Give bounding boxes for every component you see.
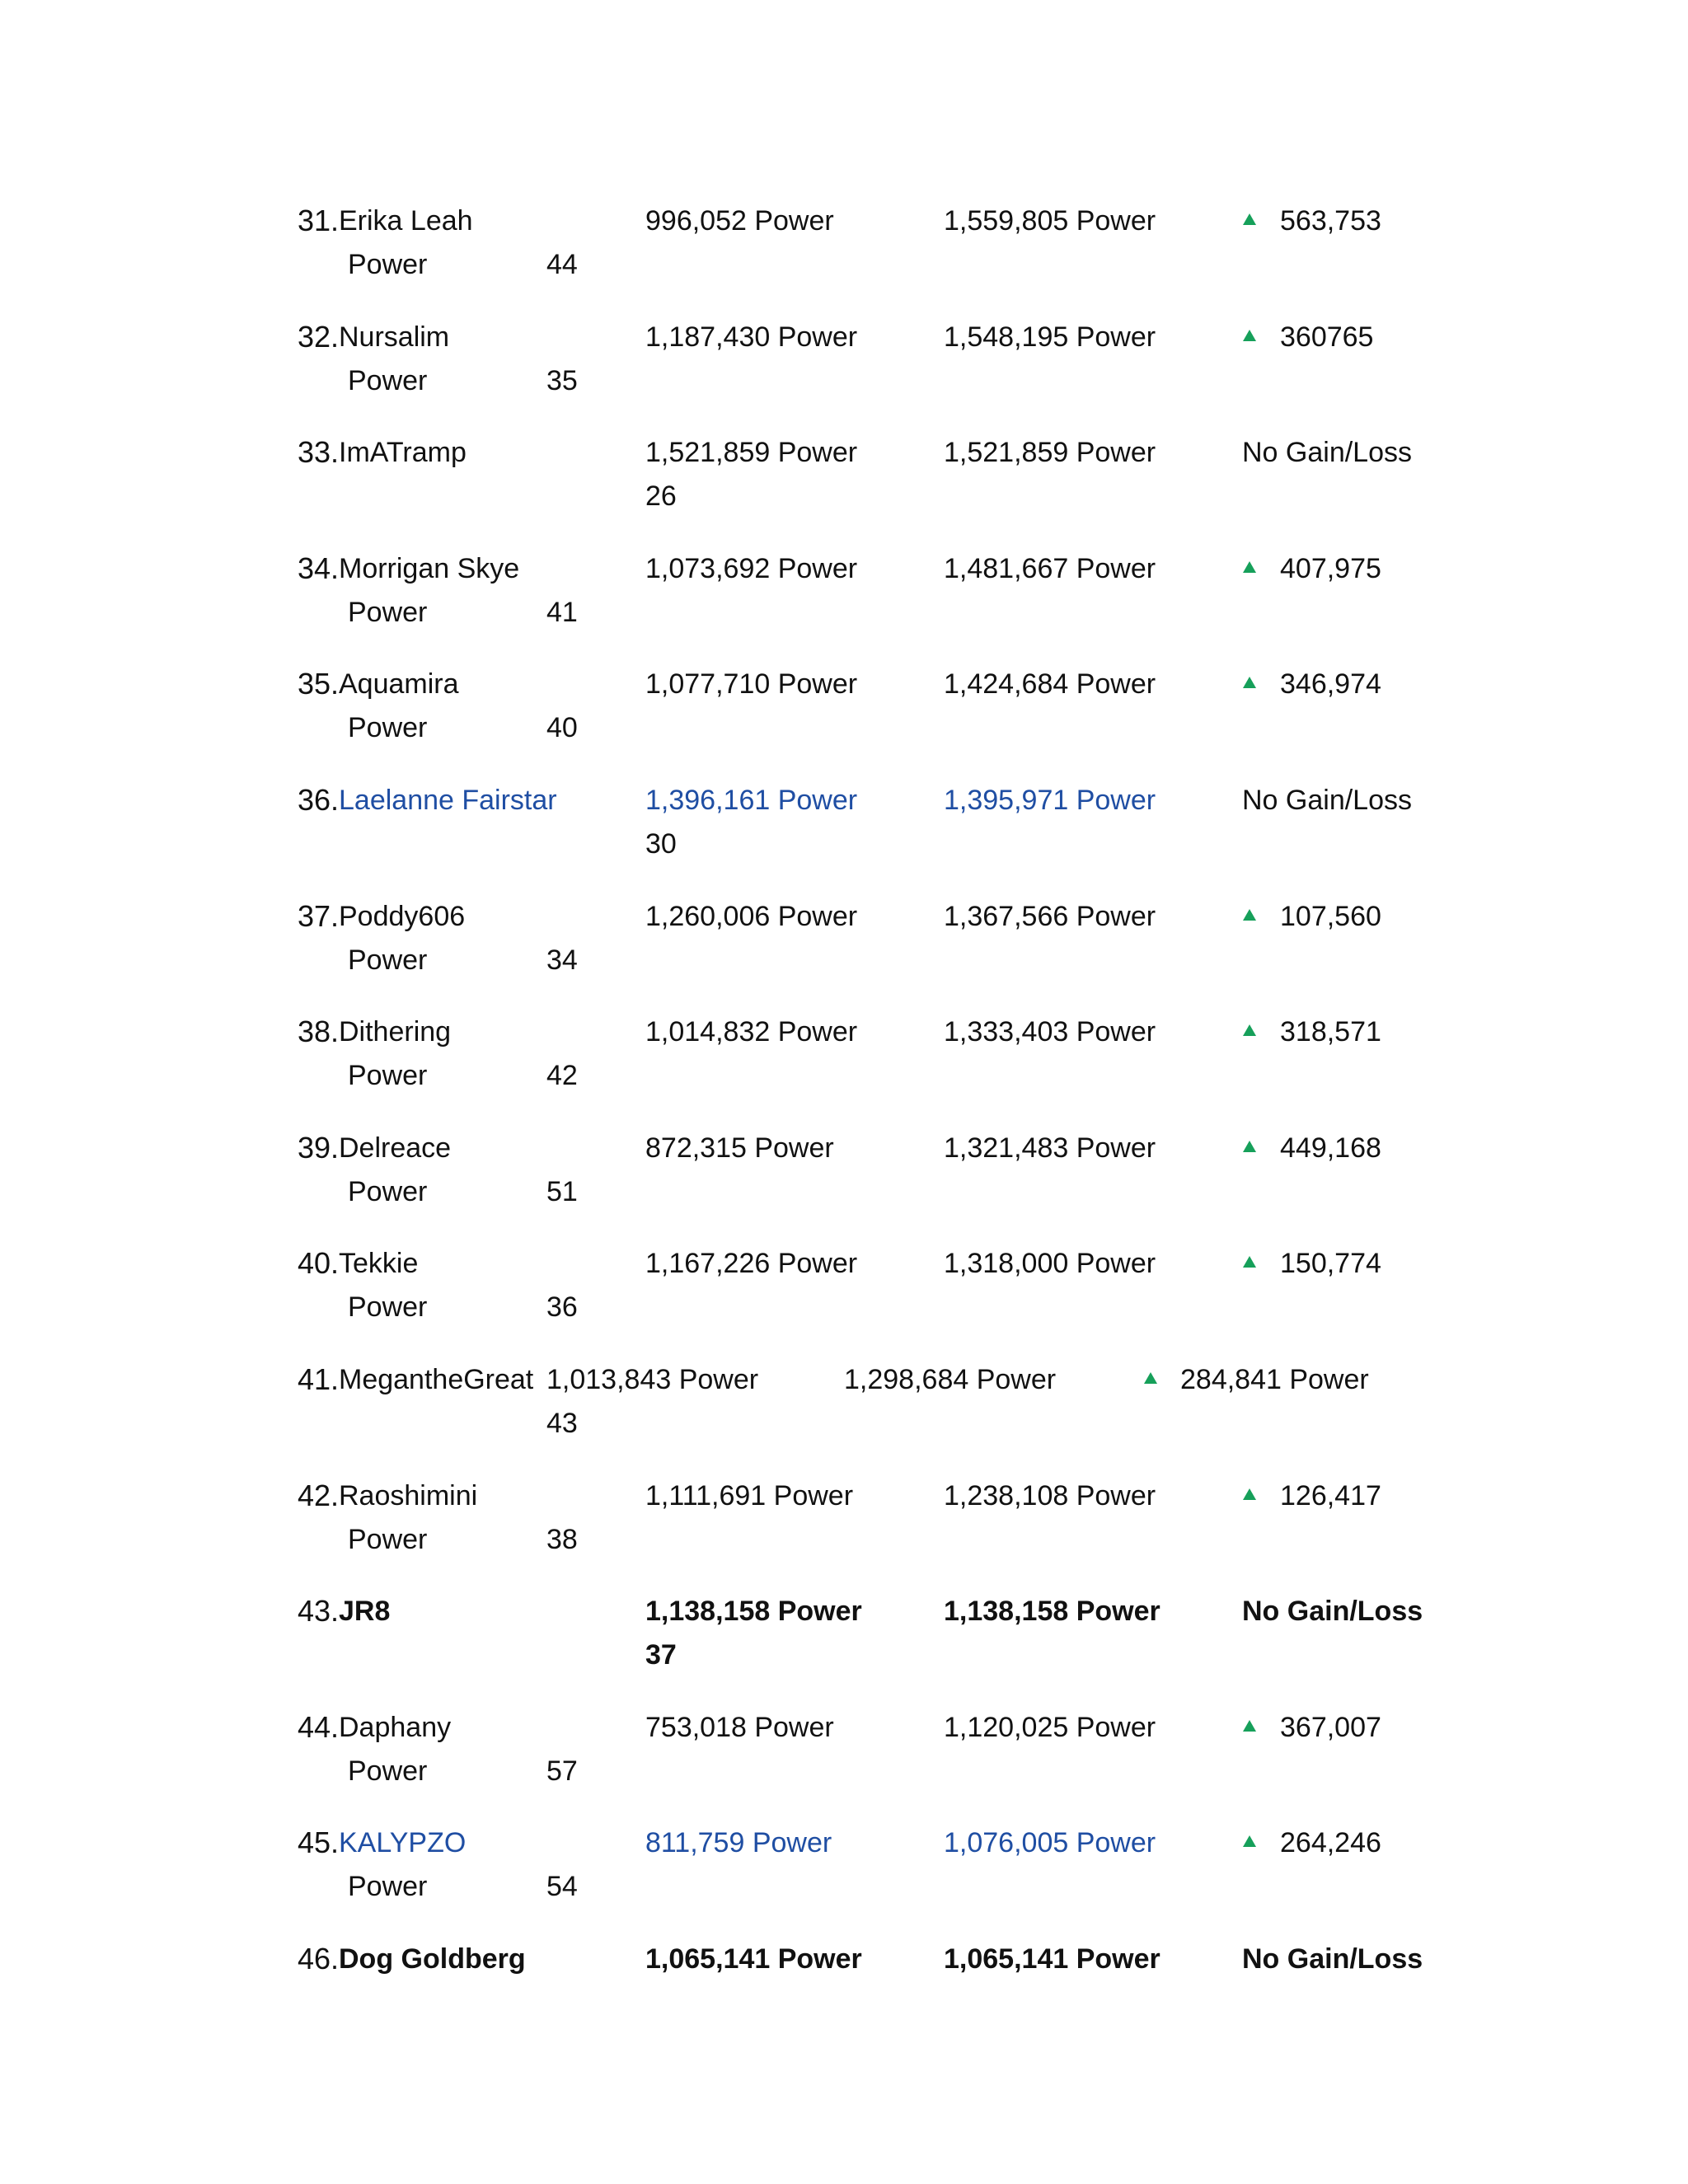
power-change: 407,975 [1280,553,1381,584]
ranking-row-continuation [0,359,1688,402]
ranking-row-continuation [0,823,1688,865]
up-arrow-icon [1144,1358,1157,1401]
power-label: Power [348,249,428,280]
power-label: Power [348,365,428,396]
power-after: 1,318,000 Power [944,1248,1156,1279]
power-before: 811,759 Power [645,1827,832,1858]
power-after: 1,548,195 Power [944,321,1156,353]
level-number: 37 [645,1639,677,1671]
ranking-row-continuation [0,1402,1688,1445]
up-arrow-icon [1243,547,1256,590]
power-after: 1,559,805 Power [944,205,1156,237]
level-number: 35 [546,365,578,396]
level-number: 43 [546,1408,578,1439]
power-change: 563,753 [1280,205,1381,237]
power-change: 284,841 Power [1180,1364,1369,1395]
level-number: 34 [546,944,578,976]
up-arrow-icon [1243,895,1256,938]
level-number: 42 [546,1060,578,1091]
rank-number: 33. [298,435,340,469]
power-after: 1,481,667 Power [944,553,1156,584]
ranking-row [0,199,1688,242]
rank-number: 35. [298,667,340,701]
power-label: Power [348,712,428,743]
ranking-row-continuation [0,706,1688,749]
power-change: 346,974 [1280,668,1381,700]
player-name-link[interactable]: KALYPZO [339,1827,467,1858]
ranking-row-continuation [0,591,1688,634]
up-arrow-icon [1243,1127,1256,1169]
power-after: 1,367,566 Power [944,901,1156,932]
power-change: 264,246 [1280,1827,1381,1858]
rank-number: 46. [298,1942,340,1975]
power-before: 1,138,158 Power [645,1596,862,1627]
ranking-row-continuation [0,1750,1688,1793]
player-name: JR8 [339,1596,391,1627]
power-change: No Gain/Loss [1242,785,1412,816]
ranking-row-continuation [0,243,1688,286]
ranking-row-continuation [0,1865,1688,1908]
power-before: 1,073,692 Power [645,553,858,584]
player-name: Nursalim [339,321,450,353]
power-change: No Gain/Loss [1242,1596,1423,1627]
up-arrow-icon [1243,1242,1256,1285]
power-label: Power [348,1291,428,1323]
power-after: 1,321,483 Power [944,1132,1156,1164]
rank-number: 42. [298,1479,340,1512]
power-before: 1,167,226 Power [645,1248,858,1279]
power-label: Power [348,1524,428,1555]
ranking-row [0,1938,1688,1980]
player-name: Dog Goldberg [339,1943,526,1975]
power-before: 1,521,859 Power [645,437,858,468]
ranking-row [0,779,1688,822]
level-number: 51 [546,1176,578,1207]
power-after: 1,333,403 Power [944,1016,1156,1047]
ranking-row [0,431,1688,474]
power-label: Power [348,944,428,976]
rank-number: 36. [298,783,340,817]
ranking-row [0,1358,1688,1401]
ranking-row [0,895,1688,938]
power-after: 1,065,141 Power [944,1943,1160,1975]
level-number: 30 [645,828,677,860]
player-name: Erika Leah [339,205,473,237]
ranking-row-continuation [0,1054,1688,1097]
level-number: 40 [546,712,578,743]
rank-number: 37. [298,899,340,933]
rank-number: 34. [298,551,340,585]
power-change: 318,571 [1280,1016,1381,1047]
up-arrow-icon [1243,1821,1256,1864]
rank-number: 43. [298,1594,340,1628]
power-before: 1,111,691 Power [645,1480,854,1511]
ranking-row-continuation [0,1633,1688,1676]
rank-number: 41. [298,1362,340,1396]
level-number: 54 [546,1871,578,1902]
up-arrow-icon [1243,1706,1256,1749]
ranking-row-continuation [0,475,1688,518]
player-name-link[interactable]: Laelanne Fairstar [339,785,557,816]
player-name: Delreace [339,1132,452,1164]
level-number: 57 [546,1755,578,1787]
power-after: 1,521,859 Power [944,437,1156,468]
power-after: 1,120,025 Power [944,1712,1156,1743]
ranking-row [0,316,1688,359]
up-arrow-icon [1243,1474,1256,1517]
ranking-row [0,547,1688,590]
player-name: Tekkie [339,1248,419,1279]
up-arrow-icon [1243,199,1256,242]
up-arrow-icon [1243,1010,1256,1053]
power-before: 1,065,141 Power [645,1943,862,1975]
up-arrow-icon [1243,663,1256,705]
level-number: 41 [546,597,578,628]
level-number: 36 [546,1291,578,1323]
power-after: 1,138,158 Power [944,1596,1160,1627]
ranking-row [0,1706,1688,1749]
rank-number: 38. [298,1015,340,1048]
rank-number: 45. [298,1825,340,1859]
power-change: No Gain/Loss [1242,1943,1423,1975]
level-number: 44 [546,249,578,280]
ranking-row-continuation [0,1286,1688,1329]
rank-number: 39. [298,1131,340,1165]
ranking-row [0,1821,1688,1864]
power-change: No Gain/Loss [1242,437,1412,468]
power-before: 753,018 Power [645,1712,834,1743]
power-after: 1,076,005 Power [944,1827,1156,1858]
player-name: Raoshimini [339,1480,478,1511]
power-change: 367,007 [1280,1712,1381,1743]
power-before: 1,077,710 Power [645,668,858,700]
power-change: 360765 [1280,321,1374,353]
ranking-row [0,1010,1688,1053]
ranking-row [0,1242,1688,1285]
player-name: Dithering [339,1016,452,1047]
ranking-row [0,1127,1688,1169]
power-change: 150,774 [1280,1248,1381,1279]
rank-number: 40. [298,1246,340,1280]
ranking-row [0,1590,1688,1633]
rank-number: 44. [298,1710,340,1744]
power-label: Power [348,1755,428,1787]
power-label: Power [348,1176,428,1207]
ranking-row-continuation [0,1170,1688,1213]
power-before: 1,396,161 Power [645,785,858,816]
up-arrow-icon [1243,316,1256,359]
power-label: Power [348,597,428,628]
player-name: ImATramp [339,437,467,468]
power-label: Power [348,1060,428,1091]
power-before: 1,013,843 Power [546,1364,759,1395]
player-name: MegantheGreat [339,1364,534,1395]
power-before: 1,260,006 Power [645,901,858,932]
power-after: 1,298,684 Power [844,1364,1057,1395]
player-name: Aquamira [339,668,459,700]
power-before: 1,014,832 Power [645,1016,858,1047]
power-change: 126,417 [1280,1480,1381,1511]
power-before: 1,187,430 Power [645,321,858,353]
ranking-row-continuation [0,939,1688,982]
rank-number: 31. [298,204,340,237]
player-name: Poddy606 [339,901,466,932]
player-name: Daphany [339,1712,452,1743]
power-after: 1,395,971 Power [944,785,1156,816]
level-number: 26 [645,480,677,512]
player-name: Morrigan Skye [339,553,520,584]
ranking-row [0,1474,1688,1517]
power-after: 1,424,684 Power [944,668,1156,700]
ranking-row [0,663,1688,705]
power-label: Power [348,1871,428,1902]
ranking-row-continuation [0,1518,1688,1561]
power-before: 996,052 Power [645,205,834,237]
power-change: 107,560 [1280,901,1381,932]
rank-number: 32. [298,320,340,354]
power-after: 1,238,108 Power [944,1480,1156,1511]
level-number: 38 [546,1524,578,1555]
power-before: 872,315 Power [645,1132,834,1164]
power-change: 449,168 [1280,1132,1381,1164]
